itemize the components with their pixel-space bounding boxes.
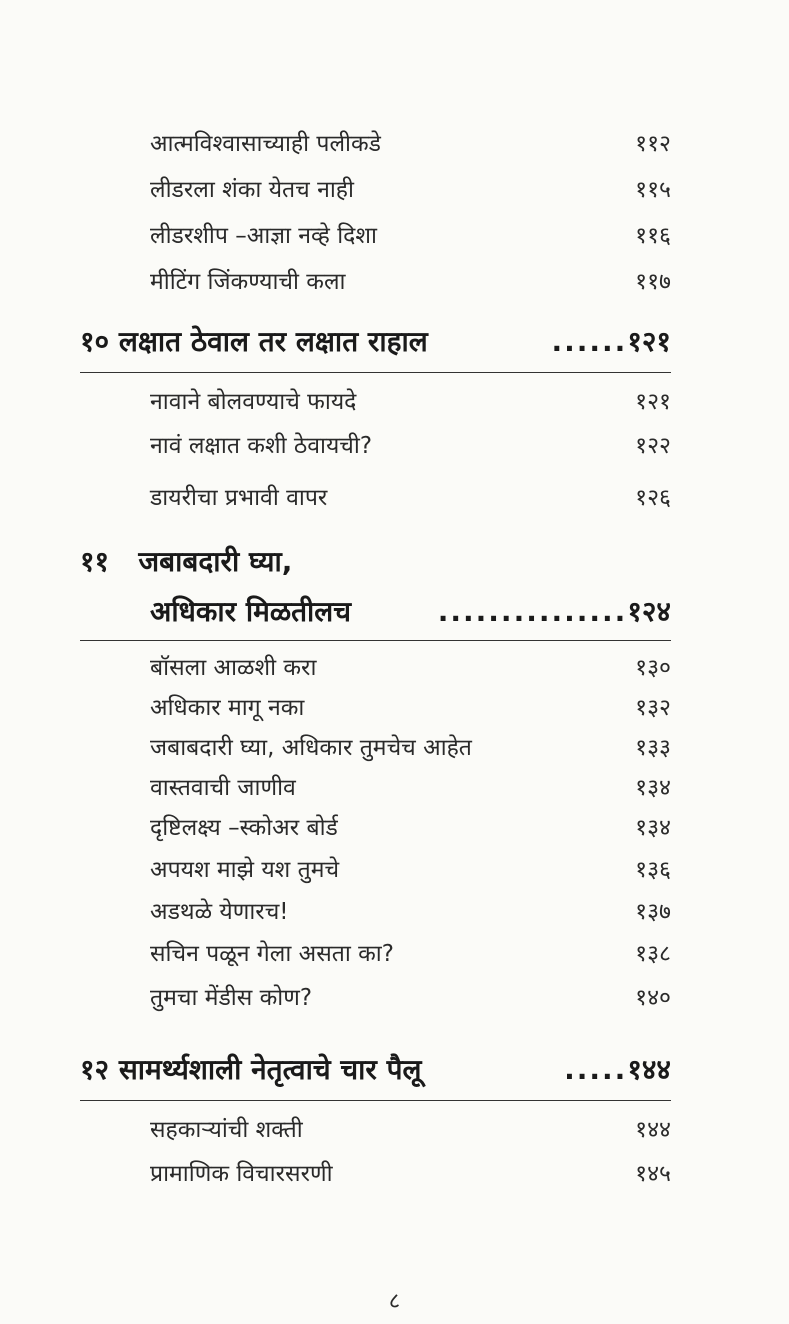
chapter-title-line1: जबाबदारी घ्या, xyxy=(138,545,293,578)
toc-entry-page: १३३ xyxy=(635,735,671,761)
chapter-title-line2: अधिकार मिळतीलच xyxy=(150,595,352,628)
toc-entry: नावं लक्षात कशी ठेवायची? xyxy=(150,433,373,459)
toc-entry-page: १४५ xyxy=(635,1161,671,1187)
toc-entry-page: १३८ xyxy=(635,941,671,967)
toc-entry: नावाने बोलवण्याचे फायदे xyxy=(150,389,357,415)
toc-entry-page: १३४ xyxy=(635,775,671,801)
chapter-title: सामर्थ्यशाली नेतृत्वाचे चार पैलू xyxy=(118,1053,422,1086)
toc-entry-page: १४४ xyxy=(635,1117,671,1143)
toc-entry-page: १३२ xyxy=(635,695,671,721)
toc-entry-page: १३७ xyxy=(635,899,671,925)
toc-entry: सहकाऱ्यांची शक्ती xyxy=(150,1117,303,1143)
toc-entry-page: ११२ xyxy=(635,131,671,157)
toc-entry: सचिन पळून गेला असता का? xyxy=(150,941,394,967)
chapter-divider xyxy=(80,640,671,641)
chapter-page-number: १२१ xyxy=(627,325,671,358)
chapter-page xyxy=(551,322,671,360)
chapter-title: लक्षात ठेवाल तर लक्षात राहाल xyxy=(118,325,428,358)
chapter-heading-12 xyxy=(80,1050,422,1088)
chapter-page xyxy=(564,1050,671,1088)
toc-entry: लीडरला शंका येतच नाही xyxy=(150,177,354,203)
toc-entry: तुमचा मेंडीस कोण? xyxy=(150,985,313,1011)
leader-dots: ..... xyxy=(564,1053,628,1086)
toc-entry-page: ११५ xyxy=(635,177,671,203)
chapter-page-number: १४४ xyxy=(627,1053,671,1086)
chapter-heading-11 xyxy=(80,542,292,580)
chapter-divider xyxy=(80,372,671,373)
chapter-page-number: १२४ xyxy=(627,595,671,628)
toc-entry-page: १२६ xyxy=(635,485,671,511)
toc-entry: बॉसला आळशी करा xyxy=(150,655,317,681)
toc-entry: जबाबदारी घ्या, अधिकार तुमचेच आहेत xyxy=(150,735,472,761)
toc-entry: वास्तवाची जाणीव xyxy=(150,775,296,801)
leader-dots: ...... xyxy=(551,325,628,358)
leader-dots: ............... xyxy=(437,595,628,628)
toc-entry-page: ११७ xyxy=(635,269,671,295)
toc-entry-page: १३४ xyxy=(635,815,671,841)
chapter-divider xyxy=(80,1100,671,1101)
toc-entry: दृष्टिलक्ष्य –स्कोअर बोर्ड xyxy=(150,815,338,841)
page-number: ८ xyxy=(388,1289,401,1314)
toc-entry-page: ११६ xyxy=(635,223,671,249)
chapter-page xyxy=(438,592,671,630)
toc-entry-page: १४० xyxy=(635,985,671,1011)
toc-entry: अधिकार मागू नका xyxy=(150,695,305,721)
toc-entry: प्रामाणिक विचारसरणी xyxy=(150,1161,333,1187)
toc-entry-page: १२२ xyxy=(635,433,671,459)
chapter-number: १० xyxy=(80,325,110,358)
toc-entry: लीडरशीप –आज्ञा नव्हे दिशा xyxy=(150,223,377,249)
toc-entry-page: १३६ xyxy=(635,857,671,883)
toc-entry: अपयश माझे यश तुमचे xyxy=(150,857,340,883)
toc-entry: मीटिंग जिंकण्याची कला xyxy=(150,269,346,295)
toc-entry-page: १२१ xyxy=(635,389,671,415)
chapter-number: १२ xyxy=(80,1053,110,1086)
toc-entry-page: १३० xyxy=(635,655,671,681)
toc-entry: अडथळे येणारच! xyxy=(150,899,289,925)
chapter-number: ११ xyxy=(80,545,110,578)
toc-entry: डायरीचा प्रभावी वापर xyxy=(150,485,328,511)
toc-entry: आत्मविश्वासाच्याही पलीकडे xyxy=(150,131,381,157)
chapter-heading-10 xyxy=(80,322,428,360)
